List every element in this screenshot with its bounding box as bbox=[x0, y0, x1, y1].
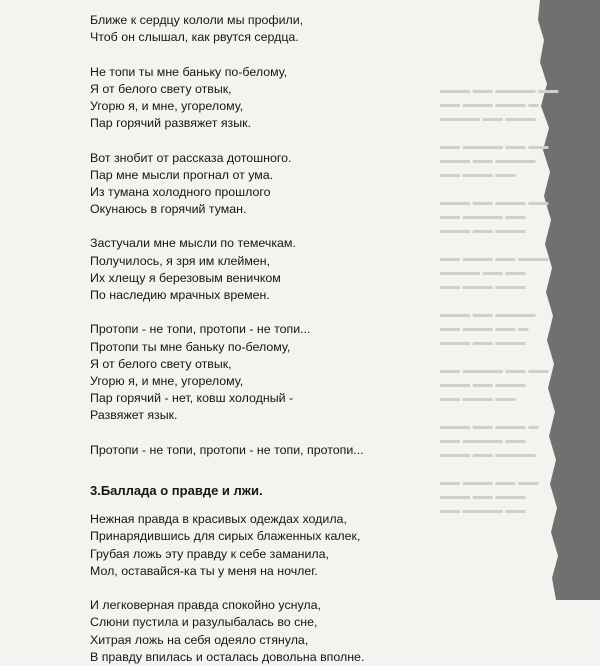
lyric-line: Принарядившись для сирых блаженных калек, bbox=[90, 529, 361, 544]
stanza-3 bbox=[90, 150, 430, 219]
lyric-line: Вот знобит от рассказа дотошного. bbox=[90, 150, 292, 165]
lyric-line: И легковерная правда спокойно уснула, bbox=[90, 598, 321, 613]
stanza-4 bbox=[90, 235, 430, 304]
lyric-line: Хитрая ложь на себя одеяло стянула, bbox=[90, 632, 309, 647]
lyric-line: Из тумана холодного прошлого bbox=[90, 184, 271, 199]
lyric-line: Протопи - не топи, протопи - не топи... bbox=[90, 322, 311, 337]
lyric-line: Слюни пустила и разулыбалась во сне, bbox=[90, 615, 318, 630]
lyric-line: Чтоб он слышал, как рвутся сердца. bbox=[90, 30, 299, 45]
lyric-line: В правду впилась и осталась довольна вполне. bbox=[90, 649, 365, 664]
lyric-line: Не топи ты мне баньку по-белому, bbox=[90, 64, 288, 79]
lyric-line: Ближе к сердцу кололи мы профили, bbox=[90, 13, 304, 27]
song-heading: 3.Баллада о правде и лжи. bbox=[90, 483, 263, 499]
lyric-line: Пар мне мысли прогнал от ума. bbox=[90, 167, 274, 182]
stanza-2 bbox=[90, 64, 430, 133]
lyric-line: Я от белого свету отвык, bbox=[90, 356, 232, 371]
stanza-5 bbox=[90, 321, 430, 424]
lyric-line: Грубая ложь эту правду к себе заманила, bbox=[90, 546, 329, 561]
lyric-line: Угорю я, и мне, угорелому, bbox=[90, 373, 244, 388]
song-stanza-2 bbox=[90, 597, 430, 666]
bleed-through-text: ▬▬▬ ▬▬ ▬▬▬▬ ▬▬ ▬▬ ▬▬▬ ▬▬▬ ▬ ▬▬▬▬ ▬▬ ▬▬▬ ▬▬ ▬▬▬▬ ▬▬ ▬▬ ▬▬▬ ▬▬ ▬▬▬▬ ▬▬ ▬▬▬ ▬▬ ▬▬▬ ▬▬ ▬▬▬ ▬▬ ▬▬ ▬▬▬▬ ▬▬ ▬▬▬ ▬▬ ▬▬▬ ▬▬ ▬▬▬ ▬▬ ▬▬▬ ▬▬▬▬ ▬▬ ▬▬ ▬▬ ▬▬▬ ▬▬▬ ▬▬▬ ▬▬ ▬▬▬▬ ▬▬ ▬▬▬ ▬▬ ▬ ▬▬▬ ▬▬ ▬▬▬ ▬▬ ▬▬▬▬ ▬▬ ▬▬ ▬▬▬ ▬▬ ▬▬▬ ▬▬ ▬▬▬ ▬▬ ▬▬▬ ▬▬ ▬▬▬ ▬ ▬▬ ▬▬▬▬ ▬▬ ▬▬▬ ▬▬ ▬▬▬▬ ▬▬ ▬▬▬ ▬▬ ▬▬ ▬▬▬ ▬▬ ▬▬▬ ▬▬ ▬▬▬▬ ▬▬ bbox=[440, 85, 559, 516]
lyric-line: Протопи ты мне баньку по-белому, bbox=[90, 339, 291, 354]
lyric-line: Получилось, я зря им клеймен, bbox=[90, 253, 271, 268]
lyric-line: Пар горячий развяжет язык. bbox=[90, 116, 251, 131]
lyric-line: Я от белого свету отвык, bbox=[90, 81, 232, 96]
lyric-line: Нежная правда в красивых одеждах ходила, bbox=[90, 512, 347, 527]
lyric-line: Угорю я, и мне, угорелому, bbox=[90, 98, 244, 113]
lyric-line: Пар горячий - нет, ковш холодный - bbox=[90, 391, 294, 406]
song-stanza-1 bbox=[90, 511, 430, 580]
lyric-line: Их хлещу я березовым веничком bbox=[90, 270, 281, 285]
lyric-line: Окунаюсь в горячий туман. bbox=[90, 202, 247, 217]
stanza-1 bbox=[90, 12, 430, 46]
lyric-line: По наследию мрачных времен. bbox=[90, 288, 270, 302]
lyric-line: Развяжет язык. bbox=[90, 408, 178, 423]
lyric-line: Протопи - не топи, протопи - не топи, протопи... bbox=[90, 442, 364, 457]
lyric-line: Застучали мне мысли по темечкам. bbox=[90, 236, 296, 251]
lyrics-column bbox=[90, 12, 430, 666]
lyric-line: Мол, оставайся-ка ты у меня на ночлег. bbox=[90, 563, 318, 578]
stanza-6 bbox=[90, 442, 430, 459]
